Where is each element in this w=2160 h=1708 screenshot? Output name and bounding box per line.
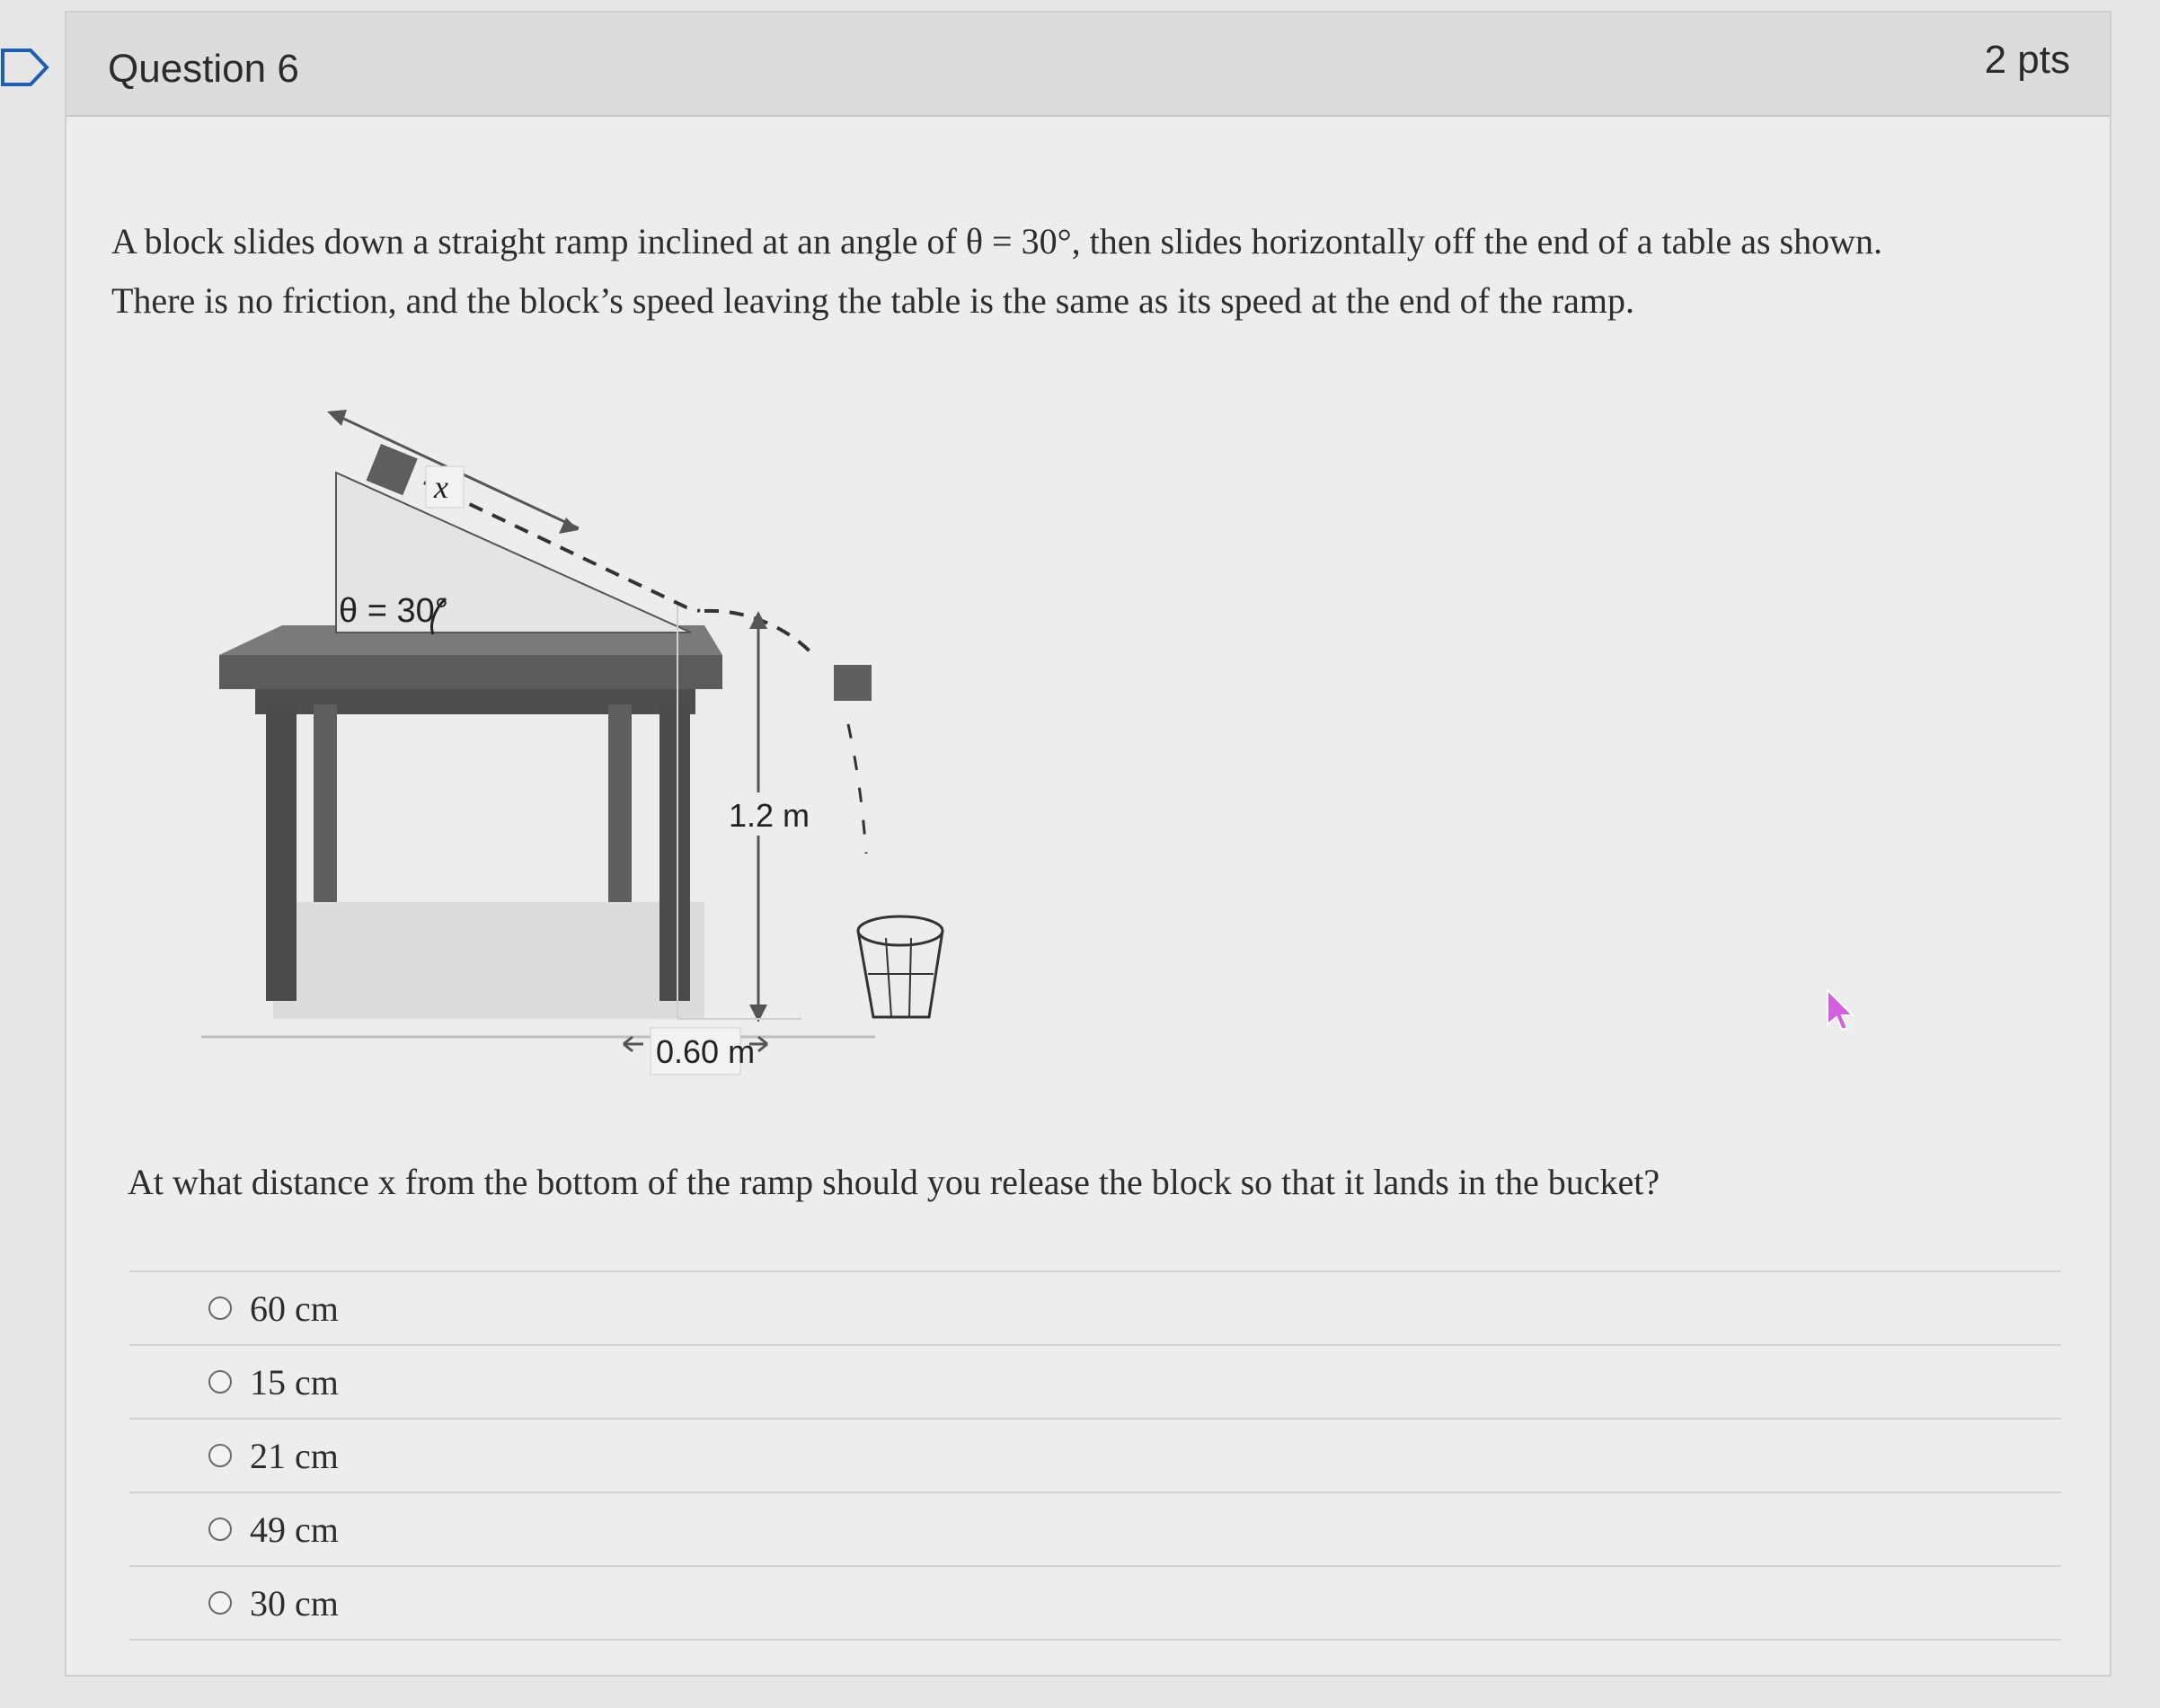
question-card — [65, 11, 2111, 1677]
answer-option-3[interactable] — [129, 1418, 2061, 1491]
cursor-icon — [1826, 988, 1856, 1031]
block-on-ramp — [367, 444, 418, 495]
table-leg-back-right — [608, 704, 632, 902]
answer-option-2[interactable] — [129, 1344, 2061, 1418]
distance-label: 0.60 m — [656, 1033, 756, 1070]
answer-label: 49 cm — [250, 1509, 339, 1550]
ramp-diagram — [201, 399, 1217, 1082]
answer-label: 21 cm — [250, 1435, 339, 1476]
bucket-icon — [858, 916, 943, 1017]
table-leg-back-left — [314, 704, 337, 902]
question-text-line-2: There is no friction, and the block’s speed leaving the table is the same as its speed at the end of the ramp. — [111, 280, 1635, 321]
falling-path-dashed — [848, 724, 866, 854]
radio-button[interactable] — [208, 1444, 232, 1467]
angle-label: θ = 30° — [339, 592, 448, 630]
table-leg-front-left — [266, 704, 297, 1001]
distance-arrow-left — [624, 1037, 643, 1051]
answer-label: 30 cm — [250, 1582, 339, 1624]
answer-option-4[interactable] — [129, 1491, 2061, 1565]
x-label: x — [434, 469, 448, 505]
falling-block — [834, 665, 872, 701]
x-arrow-head-left — [327, 410, 347, 426]
question-title: Question 6 — [108, 47, 299, 91]
question-points: 2 pts — [1984, 38, 2070, 82]
radio-button[interactable] — [208, 1296, 232, 1320]
answer-label: 60 cm — [250, 1288, 339, 1329]
flag-icon[interactable] — [0, 47, 52, 88]
question-text — [111, 212, 2088, 331]
answer-option-1[interactable] — [129, 1270, 2061, 1344]
prompt-text: At what distance x from the bottom of the ramp should you release the block so that it lands in the bucket? — [128, 1162, 1660, 1202]
answer-label: 15 cm — [250, 1361, 339, 1403]
radio-button[interactable] — [208, 1370, 232, 1394]
table-shadow — [273, 902, 704, 1019]
radio-button[interactable] — [208, 1518, 232, 1541]
table-top-edge — [219, 655, 722, 689]
answer-option-5[interactable] — [129, 1565, 2061, 1641]
height-label: 1.2 m — [729, 797, 810, 834]
question-header — [66, 13, 2110, 117]
radio-button[interactable] — [208, 1591, 232, 1615]
table-leg-front-right — [660, 704, 690, 1001]
question-text-line-1: A block slides down a straight ramp inclined at an angle of θ = 30°, then slides horizontally off the end of a table as shown. — [111, 221, 1882, 261]
answer-list — [129, 1270, 2061, 1641]
